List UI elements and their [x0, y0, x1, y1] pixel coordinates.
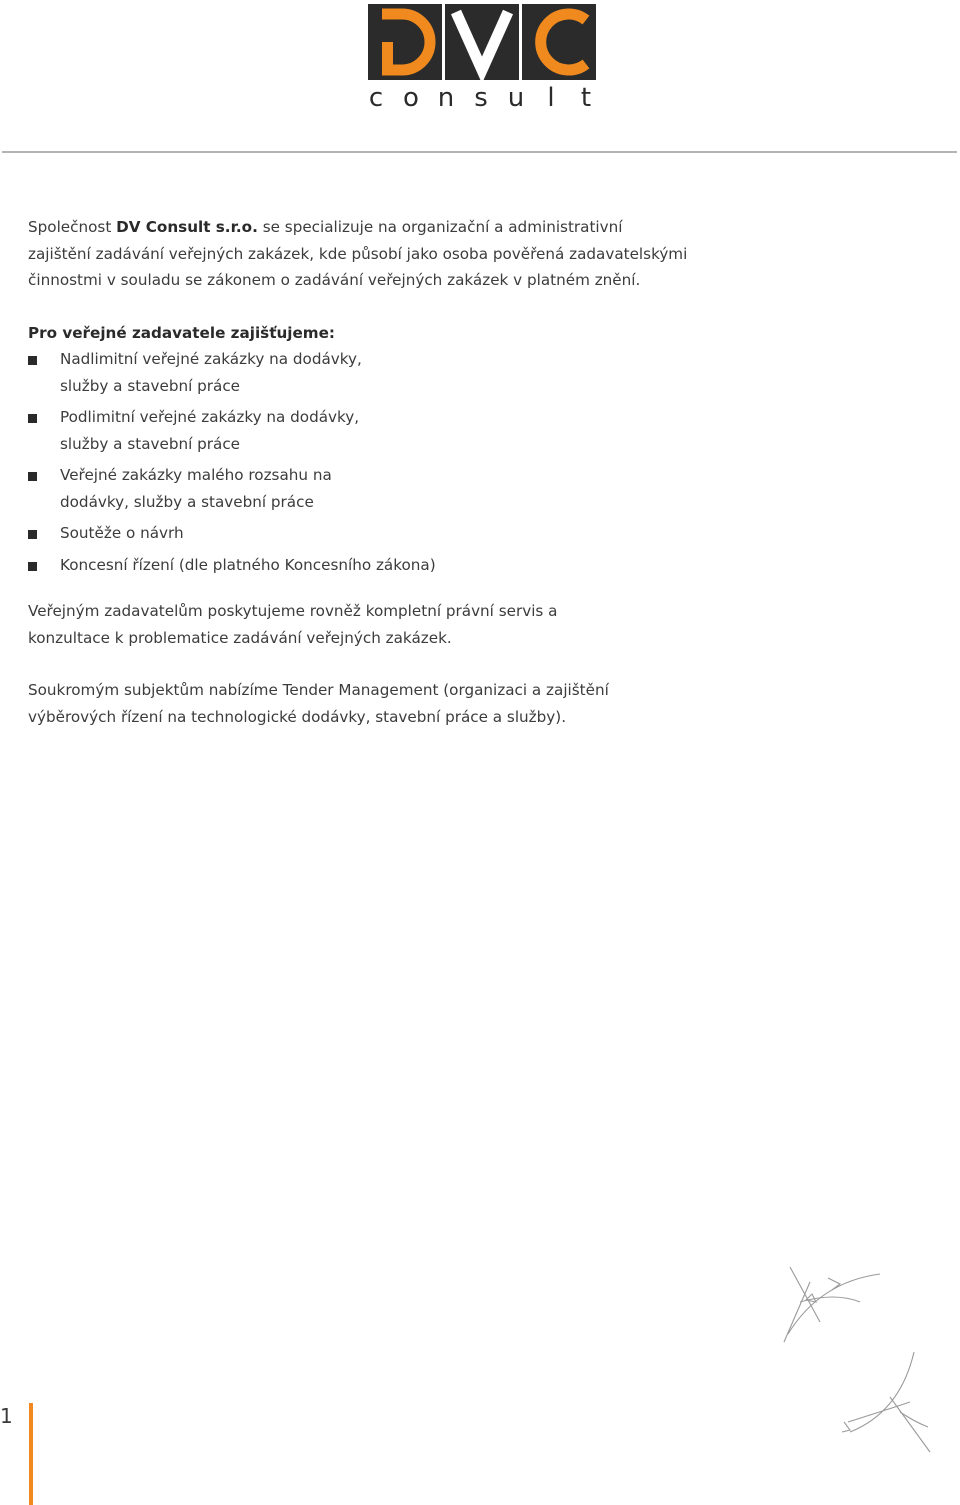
- logo-letter-d: [368, 4, 442, 80]
- bullet-icon: [28, 414, 37, 423]
- logo-wordmark: c o n s u l t: [368, 83, 592, 113]
- intro-text: se specializuje na organizační a administrativní zajištění zadávání veřejných zakázek, kde působí jako osoba pověřená zadavatelskými činnostmi v souladu se zákonem o zadávání veřejných zakázek v platném znění.: [28, 218, 688, 289]
- company-name: DV Consult s.r.o.: [116, 218, 258, 236]
- services-heading: Pro veřejné zadavatele zajišťujeme:: [28, 323, 335, 342]
- company-logo: [366, 4, 596, 112]
- decorative-sketch-icon: [780, 1262, 950, 1462]
- bullet-icon: [28, 356, 37, 365]
- list-item: Soutěže o návrh: [28, 520, 688, 547]
- bullet-icon: [28, 530, 37, 539]
- list-item: Podlimitní veřejné zakázky na dodávky, služby a stavební práce: [28, 404, 688, 457]
- list-item: Veřejné zakázky malého rozsahu na dodávky, služby a stavební práce: [28, 462, 688, 515]
- accent-bar: [29, 1403, 33, 1505]
- logo-letter-c: [522, 4, 596, 80]
- header-divider: [2, 151, 957, 153]
- intro-prefix: Společnost: [28, 218, 117, 236]
- main-content: [28, 214, 688, 730]
- list-item: Koncesní řízení (dle platného Koncesního zákona): [28, 552, 688, 579]
- bullet-icon: [28, 472, 37, 481]
- list-item: Nadlimitní veřejné zakázky na dodávky, služby a stavební práce: [28, 346, 688, 399]
- private-services-paragraph: Soukromým subjektům nabízíme Tender Management (organizaci a zajištění výběrových řízení na technologické dodávky, stavební práce a služby).: [28, 681, 609, 726]
- services-list: [28, 346, 688, 578]
- legal-services-paragraph: Veřejným zadavatelům poskytujeme rovněž kompletní právní servis a konzultace k problematice zadávání veřejných zakázek.: [28, 602, 558, 647]
- intro-paragraph: [28, 214, 688, 294]
- page-number: 1: [0, 1404, 13, 1428]
- bullet-icon: [28, 562, 37, 571]
- logo-letter-v: [445, 4, 519, 80]
